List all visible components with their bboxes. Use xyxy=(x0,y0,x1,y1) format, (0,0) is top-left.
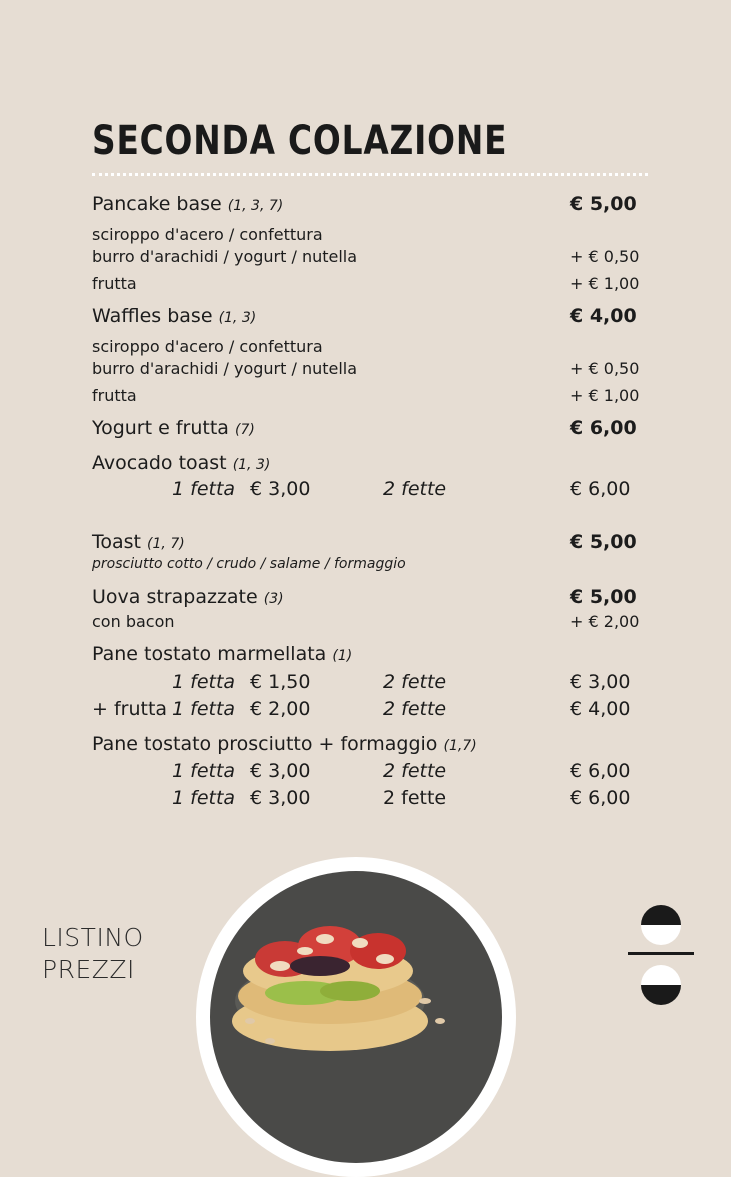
portion-label: 1 fetta xyxy=(172,478,236,500)
footer-line-1: LISTINO xyxy=(42,923,144,952)
page-title: SECONDA COLAZIONE xyxy=(92,118,508,164)
item-name: Toast xyxy=(92,531,141,553)
portion-label: 2 fette xyxy=(383,478,447,500)
menu-item-pancake xyxy=(92,193,283,215)
portion-label: 2 fette xyxy=(383,787,447,809)
item-allergens: (1, 3) xyxy=(232,457,271,473)
item-price: € 5,00 xyxy=(570,193,637,215)
item-name: Uova strapazzate xyxy=(92,586,258,608)
item-allergens: (1, 7) xyxy=(147,536,185,552)
item-name: Pane tostato prosciutto + formaggio xyxy=(92,733,438,755)
portion-label: 1 fetta xyxy=(172,760,236,782)
item-allergens: (1, 3) xyxy=(218,310,257,326)
portion-price: € 3,00 xyxy=(570,671,631,693)
item-name: Yogurt e frutta xyxy=(92,417,229,439)
item-description: prosciutto cotto / crudo / salame / formaggio xyxy=(92,556,406,572)
portion-label: 2 fette xyxy=(383,698,447,720)
portion-label: 2 fette xyxy=(383,671,447,693)
item-price: € 5,00 xyxy=(570,531,637,553)
item-option: sciroppo d'acero / confettura xyxy=(92,225,323,244)
item-allergens: (7) xyxy=(234,422,255,438)
portion-label: 1 fetta xyxy=(172,787,236,809)
portion-label: 1 fetta xyxy=(172,698,236,720)
portion-price: € 6,00 xyxy=(570,478,631,500)
division-sign-logo-icon xyxy=(628,905,694,1005)
dotted-divider xyxy=(92,173,648,176)
item-price: € 4,00 xyxy=(570,305,637,327)
item-allergens: (1,7) xyxy=(443,738,477,754)
menu-item-uova xyxy=(92,586,284,608)
item-allergens: (3) xyxy=(263,591,284,607)
option-price: + € 0,50 xyxy=(570,359,640,378)
footer-line-2: PREZZI xyxy=(42,955,135,984)
item-price: € 5,00 xyxy=(570,586,637,608)
menu-item-toast xyxy=(92,531,185,553)
listino-prezzi-label xyxy=(42,922,144,986)
item-price: € 6,00 xyxy=(570,417,637,439)
portion-price: € 1,50 xyxy=(250,671,311,693)
menu-item-yogurt xyxy=(92,417,255,439)
item-name: Avocado toast xyxy=(92,452,227,474)
portion-price: € 3,00 xyxy=(250,478,311,500)
item-option: burro d'arachidi / yogurt / nutella xyxy=(92,247,358,266)
portion-price: € 6,00 xyxy=(570,787,631,809)
plate xyxy=(210,871,502,1163)
item-name: Pane tostato marmellata xyxy=(92,643,327,665)
item-allergens: (1) xyxy=(332,648,353,664)
portion-price: € 4,00 xyxy=(570,698,631,720)
pancake-stack-icon xyxy=(210,871,502,1163)
menu-item-avocado xyxy=(92,452,270,474)
portion-label: 1 fetta xyxy=(172,671,236,693)
menu-item-waffles xyxy=(92,305,256,327)
item-name: Waffles base xyxy=(92,305,213,327)
portion-price: € 3,00 xyxy=(250,787,311,809)
portion-label: 2 fette xyxy=(383,760,447,782)
item-option: frutta xyxy=(92,386,137,405)
menu-item-prosciutto xyxy=(92,733,477,755)
item-allergens: (1, 3, 7) xyxy=(227,198,284,214)
item-option: con bacon xyxy=(92,612,175,631)
portion-price: € 3,00 xyxy=(250,760,311,782)
item-option: sciroppo d'acero / confettura xyxy=(92,337,323,356)
pancake-photo xyxy=(196,857,516,1177)
item-option: burro d'arachidi / yogurt / nutella xyxy=(92,359,358,378)
option-price: + € 1,00 xyxy=(570,386,640,405)
frutta-prefix: + frutta xyxy=(92,698,168,720)
portion-price: € 2,00 xyxy=(250,698,311,720)
option-price: + € 0,50 xyxy=(570,247,640,266)
item-name: Pancake base xyxy=(92,193,222,215)
item-option: frutta xyxy=(92,274,137,293)
option-price: + € 1,00 xyxy=(570,274,640,293)
option-price: + € 2,00 xyxy=(570,612,640,631)
portion-price: € 6,00 xyxy=(570,760,631,782)
menu-item-marmellata xyxy=(92,643,352,665)
